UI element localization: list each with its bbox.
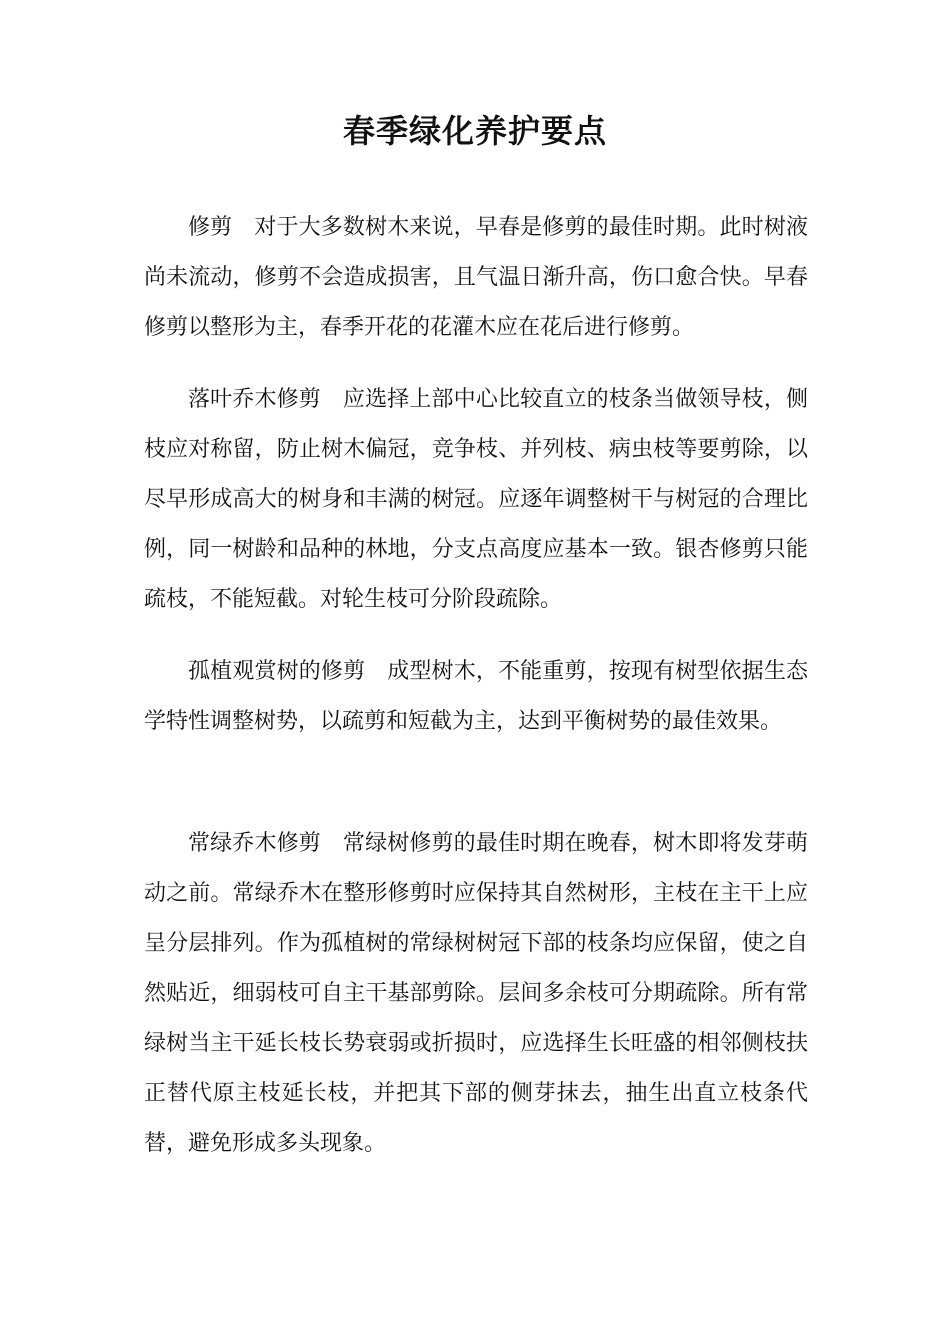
section-body: 成型树木，不能重剪，按现有树型依据生态学特性调整树势，以疏剪和短截为主，达到平衡树势的最佳效果。 — [144, 659, 808, 734]
section-heading: 落叶乔木修剪 — [188, 387, 321, 412]
section-body: 应选择上部中心比较直立的枝条当做领导枝，侧枝应对称留，防止树木偏冠，竞争枝、并列枝、病虫枝等要剪除，以尽早形成高大的树身和丰满的树冠。应逐年调整树干与树冠的合理比例，同一树龄和品种的林地，分支点高度应基本一致。银杏修剪只能疏枝，不能短截。对轮生枝可分阶段疏除。 — [144, 387, 808, 612]
paragraph-specimen-tree-pruning — [144, 647, 808, 747]
paragraph-pruning — [144, 203, 808, 353]
document-title: 春季绿化养护要点 — [342, 112, 607, 150]
section-heading: 孤植观赏树的修剪 — [188, 659, 366, 684]
section-body: 对于大多数树木来说，早春是修剪的最佳时期。此时树液尚未流动，修剪不会造成损害，且气温日渐升高，伤口愈合快。早春修剪以整形为主，春季开花的花灌木应在花后进行修剪。 — [144, 215, 808, 340]
section-heading: 常绿乔木修剪 — [188, 831, 321, 856]
section-heading: 修剪 — [188, 215, 233, 240]
section-body: 常绿树修剪的最佳时期在晚春，树木即将发芽萌动之前。常绿乔木在整形修剪时应保持其自然树形，主枝在主干上应呈分层排列。作为孤植树的常绿树树冠下部的枝条均应保留，使之自然贴近，细弱枝可自主干基部剪除。层间多余枝可分期疏除。所有常绿树当主干延长枝长势衰弱或折损时，应选择生长旺盛的相邻侧枝扶正替代原主枝延长枝，并把其下部的侧芽抹去，抽生出直立枝条代替，避免形成多头现象。 — [144, 831, 808, 1156]
paragraph-evergreen-tree-pruning — [144, 819, 808, 1169]
paragraph-deciduous-tree-pruning — [144, 375, 808, 625]
